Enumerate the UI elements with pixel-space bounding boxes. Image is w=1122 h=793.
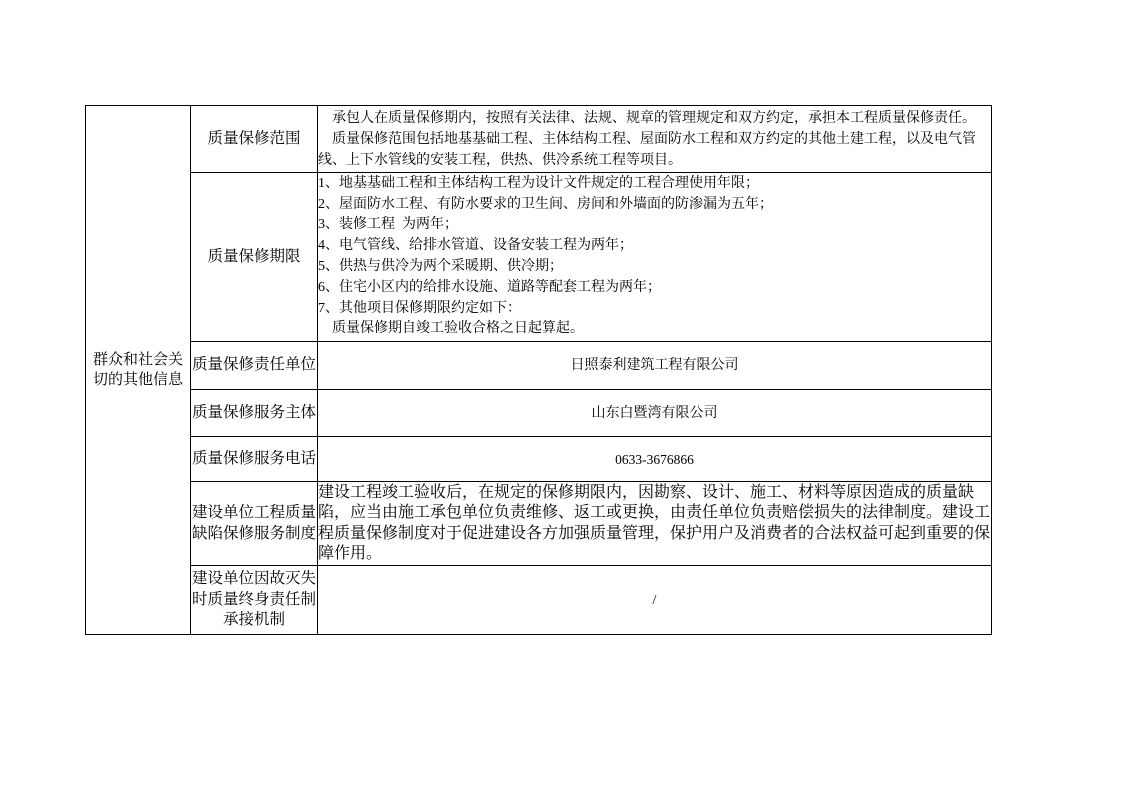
warranty-period-item: 7、其他项目保修期限约定如下： <box>318 300 521 316</box>
defect-warranty-system-value: 建设工程竣工验收后，在规定的保修期限内，因勘察、设计、施工、材料等原因造成的质量缺陷，应当由施工承包单位负责维修、返工或更换，由责任单位负责赔偿损失的法律制度。建设工程质量保修制度对于促进建设各方加强质量管理，保护用户及消费者的合法权益可起到重要的保障作用。 <box>318 482 992 566</box>
row-label-responsible-unit: 质量保修责任单位 <box>191 342 318 390</box>
row-label-service-provider: 质量保修服务主体 <box>191 390 318 437</box>
responsible-unit-value: 日照泰利建筑工程有限公司 <box>318 342 992 390</box>
table-row <box>86 566 992 635</box>
warranty-info-table <box>85 105 992 635</box>
warranty-scope-paragraph: 质量保修范围包括地基基础工程、主体结构工程、屋面防水工程和双方约定的其他土建工程，以及电气管线、上下水管线的安装工程，供热、供冷系统工程等项目。 <box>318 131 976 168</box>
section-label: 群众和社会关切的其他信息 <box>86 106 191 635</box>
table-row <box>86 482 992 566</box>
table-row <box>86 173 992 342</box>
warranty-scope-cell <box>318 106 992 173</box>
table-row <box>86 437 992 482</box>
row-label-warranty-scope: 质量保修范围 <box>191 106 318 173</box>
table-row <box>86 106 992 173</box>
warranty-period-item: 6、住宅小区内的给排水设施、道路等配套工程为两年； <box>318 279 661 295</box>
row-label-service-phone: 质量保修服务电话 <box>191 437 318 482</box>
row-label-lifetime-responsibility: 建设单位因故灭失时质量终身责任制承接机制 <box>191 566 318 635</box>
lifetime-responsibility-value: / <box>318 566 992 635</box>
warranty-period-item: 4、电气管线、给排水管道、设备安装工程为两年； <box>318 238 633 254</box>
warranty-period-note: 质量保修期自竣工验收合格之日起算起。 <box>332 321 584 337</box>
row-label-defect-warranty-system: 建设单位工程质量缺陷保修服务制度 <box>191 482 318 566</box>
table-row <box>86 342 992 390</box>
service-phone-value: 0633-3676866 <box>318 437 992 482</box>
table-row <box>86 390 992 437</box>
row-label-warranty-period: 质量保修期限 <box>191 173 318 342</box>
warranty-scope-paragraph: 承包人在质量保修期内，按照有关法律、法规、规章的管理规定和双方约定，承担本工程质量保修责任。 <box>332 110 976 126</box>
warranty-period-item: 5、供热与供冷为两个采暖期、供冷期； <box>318 259 563 274</box>
warranty-period-item: 3、装修工程 为两年； <box>318 217 458 233</box>
warranty-period-cell <box>318 173 992 342</box>
warranty-period-item: 1、地基基础工程和主体结构工程为设计文件规定的工程合理使用年限； <box>318 175 759 191</box>
warranty-period-item: 2、屋面防水工程、有防水要求的卫生间、房间和外墙面的防渗漏为五年； <box>318 196 773 212</box>
service-provider-value: 山东白暨湾有限公司 <box>318 390 992 437</box>
